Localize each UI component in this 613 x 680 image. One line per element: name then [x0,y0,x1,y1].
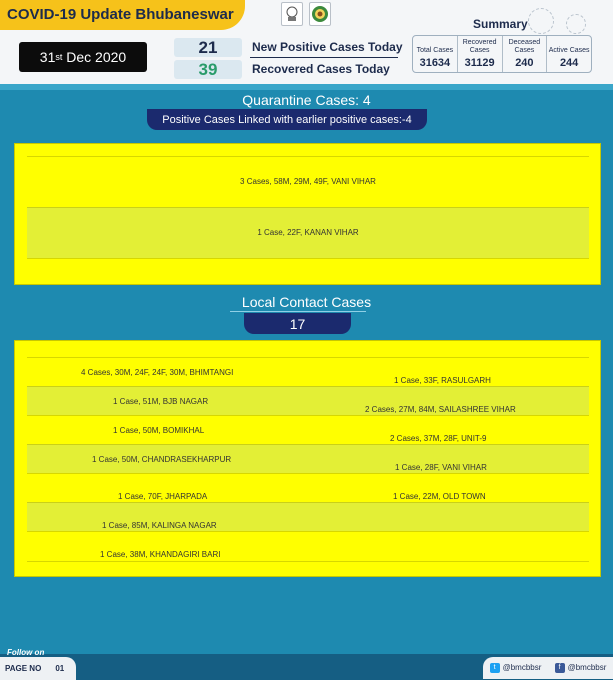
summary-total [413,36,458,72]
summary-value: 240 [515,57,534,69]
date-month-year: Dec 2020 [62,49,127,65]
header [0,0,613,84]
local-contact-title: Local Contact Cases [241,294,372,310]
page-number-tab [0,657,76,680]
report-date [19,42,147,72]
odisha-emblem-logo [281,2,303,26]
new-positive-count: 21 [174,38,242,57]
summary-value: 31129 [464,57,495,69]
divider [27,444,589,445]
list-item: 1 Case, 85M, KALINGA NAGAR [102,521,217,530]
follow-label: Follow on [7,648,45,657]
facebook-handle: @bmcbbsr [567,663,607,673]
summary-value: 31634 [419,57,451,69]
summary-recovered [458,36,503,72]
recovered-count: 39 [174,60,242,79]
summary-title: Summary [473,17,528,31]
summary-deceased [503,36,548,72]
divider [27,502,589,503]
header-band [0,84,613,90]
summary-panel [412,35,592,73]
quarantine-panel [14,143,601,285]
title-banner [0,0,245,30]
summary-label: Recovered Cases [462,39,497,54]
list-item: 1 Case, 70F, JHARPADA [118,492,208,501]
page-label: PAGE NO [5,664,42,673]
facebook-link[interactable] [555,663,607,673]
summary-active [547,36,591,72]
list-item: 1 Case, 22M, OLD TOWN [393,492,486,501]
summary-label: Total Cases [416,47,454,54]
summary-label: Active Cases [548,47,590,54]
divider [250,57,398,58]
twitter-icon: t [490,663,500,673]
list-item: 2 Cases, 37M, 28F, UNIT-9 [390,434,487,443]
twitter-handle: @bmcbbsr [502,663,542,673]
list-item: 4 Cases, 30M, 24F, 24F, 30M, BHIMTANGI [81,368,234,377]
page-number: 01 [55,664,65,673]
summary-value: 244 [559,57,579,69]
divider [27,357,589,358]
local-contact-panel [14,340,601,577]
list-item: 1 Case, 51M, BJB NAGAR [113,397,209,406]
quarantine-subtitle: Positive Cases Linked with earlier positive cases:-4 [147,109,427,130]
date-suffix: st [55,52,63,62]
list-item: 1 Case, 22F, KANAN VIHAR [257,228,359,237]
list-item: 1 Case, 28F, VANI VIHAR [395,463,487,472]
divider [27,531,589,532]
divider [27,473,589,474]
facebook-icon: f [555,663,565,673]
divider [27,415,589,416]
quarantine-title: Quarantine Cases: 4 [242,92,371,108]
date-day: 31 [39,49,56,65]
divider [27,258,589,259]
title-underline [230,311,366,312]
list-item: 2 Cases, 27M, 84M, SAILASHREE VIHAR [365,405,516,414]
summary-label: Deceased Cases [508,39,541,54]
divider [27,561,589,562]
virus-decoration-icon [528,8,554,34]
social-links [483,657,613,679]
virus-decoration-icon [566,14,586,34]
list-item: 1 Case, 50M, CHANDRASEKHARPUR [92,455,232,464]
list-item: 1 Case, 38M, KHANDAGIRI BARI [100,550,221,559]
recovered-label: Recovered Cases Today [252,62,390,76]
list-item: 1 Case, 33F, RASULGARH [394,376,491,385]
divider [27,386,589,387]
local-contact-count: 17 [244,313,351,334]
new-positive-label: New Positive Cases Today [252,40,403,54]
twitter-link[interactable] [490,663,542,673]
list-item: 3 Cases, 58M, 29M, 49F, VANI VIHAR [240,177,376,186]
bmc-logo [309,2,331,26]
page-title: COVID-19 Update Bhubaneswar [7,6,234,23]
list-item: 1 Case, 50M, BOMIKHAL [113,426,205,435]
